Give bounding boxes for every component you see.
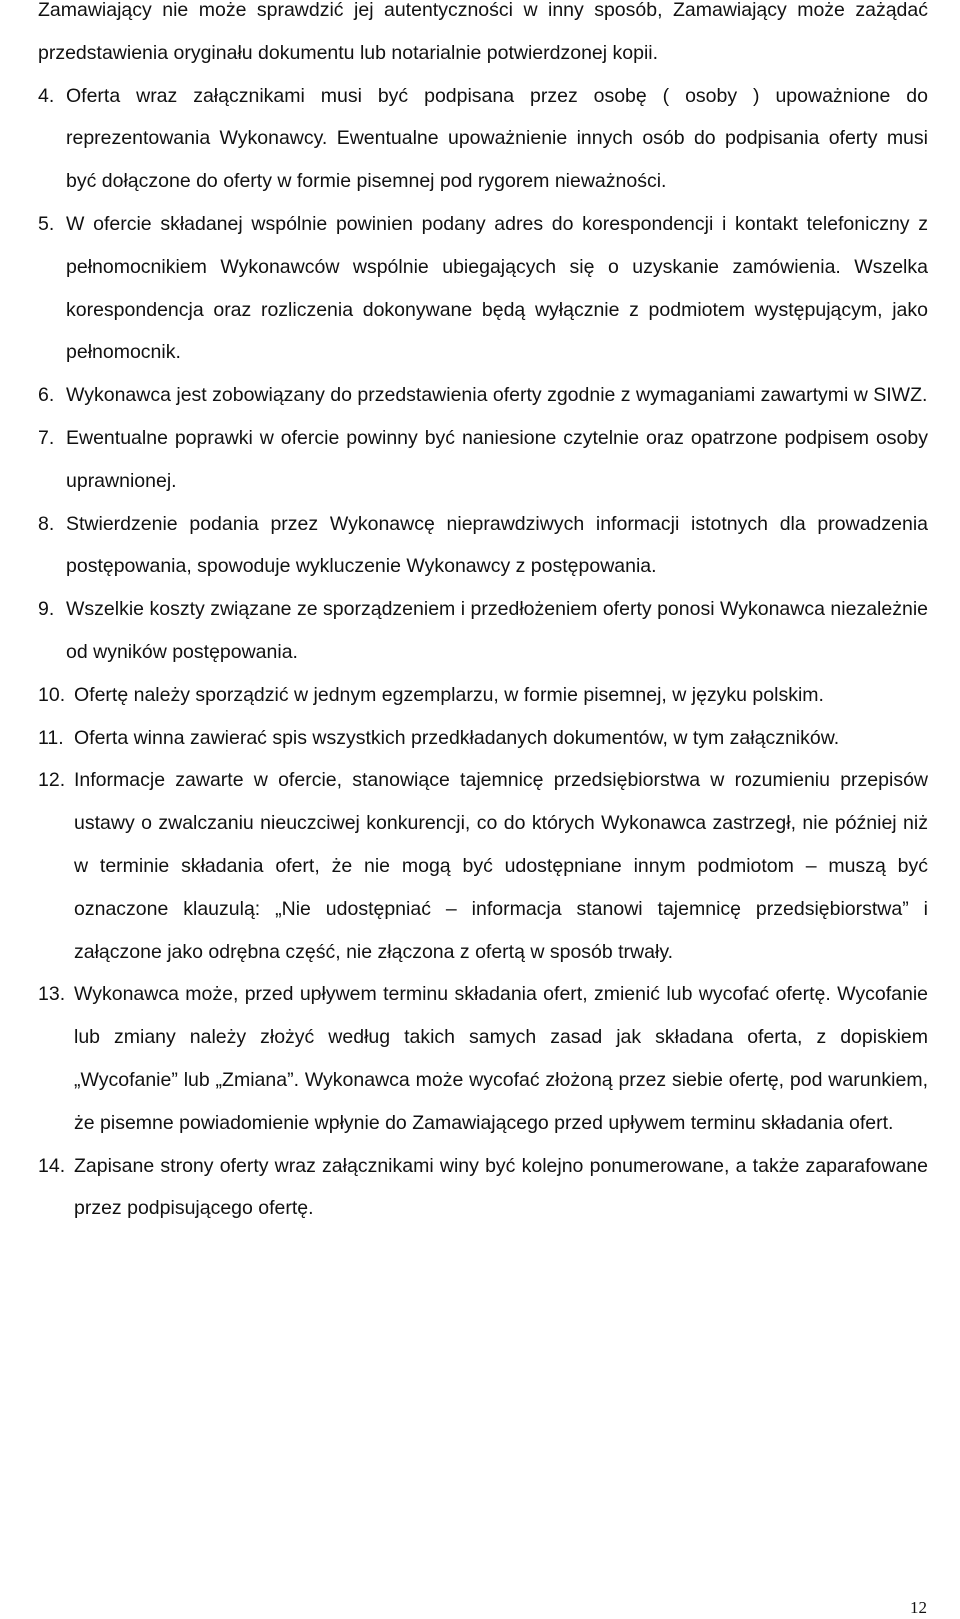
list-item-text: Oferta wraz załącznikami musi być podpisana przez osobę ( osoby ) upoważnione do reprezentowania Wykonawcy. Ewentualne upoważnienie innych osób do podpisania oferty musi być dołączone do oferty w formie pisemnej pod rygorem nieważności. (66, 84, 928, 193)
list-item-number: 6. (38, 384, 55, 407)
document-body (38, 0, 928, 1230)
list-item-number: 5. (38, 212, 55, 235)
list-item-text: Wszelkie koszty związane ze sporządzeniem i przedłożeniem oferty ponosi Wykonawca niezależnie od wyników postępowania. (66, 598, 928, 663)
list-item-10 (38, 674, 928, 717)
list-item-number: 10. (38, 683, 66, 706)
list-item-number: 14. (38, 1154, 66, 1177)
list-item-number: 8. (38, 512, 55, 535)
list-item-text: Zapisane strony oferty wraz załącznikami winy być kolejno ponumerowane, a także zaparafowane przez podpisującego ofertę. (74, 1154, 928, 1220)
list-item-number: 12. (38, 769, 66, 792)
list-item-text: W ofercie składanej wspólnie powinien podany adres do korespondencji i kontakt telefoniczny z pełnomocnikiem Wykonawców wspólnie ubiegających się o uzyskanie zamówienia. Wszelka korespondencja oraz rozliczenia dokonywane będą wyłącznie z podmiotem występującym, jako pełnomocnik. (66, 212, 928, 364)
list-item-8 (38, 503, 928, 589)
list-item-12 (38, 759, 928, 973)
list-item-text: Ewentualne poprawki w ofercie powinny być naniesione czytelnie oraz opatrzone podpisem osoby uprawnionej. (66, 426, 928, 492)
page-number: 12 (910, 1598, 927, 1617)
list-item-text: Informacje zawarte w ofercie, stanowiące tajemnicę przedsiębiorstwa w rozumieniu przepisów ustawy o zwalczaniu nieuczciwej konkurencji, co do których Wykonawca zastrzegł, nie później niż w terminie składania ofert, że nie mogą być udostępniane innym podmiotom – muszą być oznaczone klauzulą: „Nie udostępniać – informacja stanowi tajemnicę przedsiębiorstwa” i załączone jako odrębna część, nie złączona z ofertą w sposób trwały. (74, 769, 928, 963)
list-item-7 (38, 417, 928, 503)
list-item-6 (38, 374, 928, 417)
list-item-text: Oferta winna zawierać spis wszystkich przedkładanych dokumentów, w tym załączników. (74, 726, 840, 749)
list-item-number: 13. (38, 983, 66, 1006)
list-item-9 (38, 588, 928, 674)
list-item-text: Wykonawca może, przed upływem terminu składania ofert, zmienić lub wycofać ofertę. Wycofanie lub zmiany należy złożyć według takich samych zasad jak składana oferta, z dopiskiem „Wycofanie” lub „Zmiana”. Wykonawca może wycofać złożoną przez siebie ofertę, pod warunkiem, że pisemne powiadomienie wpłynie do Zamawiającego przed upływem terminu składania ofert. (74, 983, 928, 1134)
list-item-number: 4. (38, 84, 55, 107)
list-item-number: 7. (38, 426, 55, 449)
list-item-text: Wykonawca jest zobowiązany do przedstawienia oferty zgodnie z wymaganiami zawartymi w SIWZ. (66, 384, 928, 407)
list-item-13 (38, 973, 928, 1144)
list-item-4 (38, 75, 928, 203)
list-item-5 (38, 203, 928, 374)
list-item-text: Ofertę należy sporządzić w jednym egzemplarzu, w formie pisemnej, w języku polskim. (74, 683, 824, 706)
list-item-number: 9. (38, 598, 55, 621)
list-item-text: Stwierdzenie podania przez Wykonawcę nieprawdziwych informacji istotnych dla prowadzenia postępowania, spowoduje wykluczenie Wykonawcy z postępowania. (66, 512, 928, 578)
continuation-paragraph: Zamawiający nie może sprawdzić jej autentyczności w inny sposób, Zamawiający może zażądać przedstawienia oryginału dokumentu lub notarialnie potwierdzonej kopii. (38, 0, 928, 64)
list-item-14 (38, 1145, 928, 1231)
list-item-number: 11. (38, 726, 64, 749)
list-item-11 (38, 717, 928, 760)
